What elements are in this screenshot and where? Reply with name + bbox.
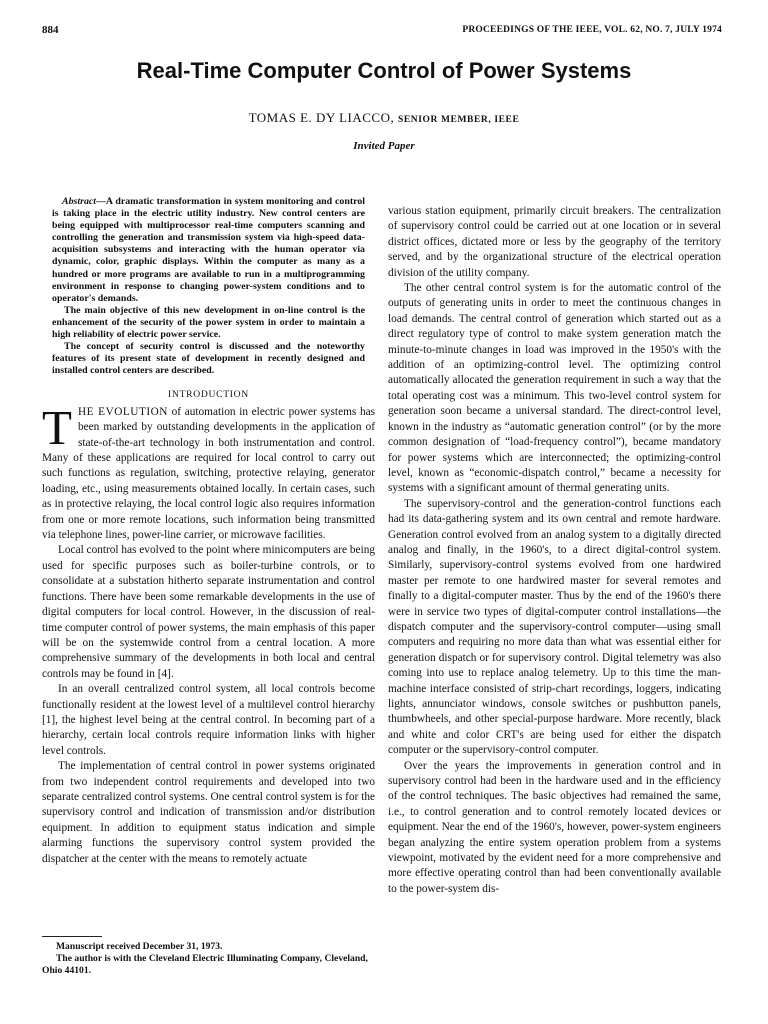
intro-paragraph-4: The implementation of central control in power systems originated from two independent control requirements and developed into two separate centralized control systems. One central control system is for the supervisory control and indication of transmission and/or distribution equipment. In addition to equipment status indication and simple alarming functions the supervisory control system provided the dispatcher at the center with the means to remotely actuate bbox=[42, 760, 375, 865]
abstract-label: Abstract bbox=[62, 196, 97, 207]
lead-words: HE EVOLUTION bbox=[77, 405, 168, 418]
intro-paragraph-1: THE EVOLUTION of automation in electric power systems has been marked by outstanding developments in the application of state-of-the-art technology in both instrumentation and control. Many of these applications are required for local control to carry out such functions as regulation, switching, protective relaying, generator loading, etc., using measurements obtained locally. In certain cases, such as in protective relaying, the local control logic also requires information from one or more remote locations, such information being transmitted via telephone lines, power-line carrier, or microwave facilities. bbox=[42, 399, 376, 542]
author-grade: SENIOR MEMBER, IEEE bbox=[397, 115, 520, 125]
footnote bbox=[42, 941, 375, 977]
right-paragraph-4: Over the years the improvements in generation control and in supervisory control had been in the hardware used and in the efficiency of the control techniques. The basic objectives had remained the same, i.e., to control generation and to control remotely located devices or equipment. Near the end of the 1960's, however, power-system engineers began analyzing the entire system operation problem from a systems viewpoint, motivated by the evident need for a more comprehensive and more effective operating control than had been conventionally available to the power-system dis- bbox=[388, 759, 721, 895]
abstract-paragraph-1: Abstract—A dramatic transformation in system monitoring and control is taking place in the electric utility industry. New control centers are being equipped with multiprocessor real-time computers scanning and controlling the generation and transmission system via high-speed data-acquisition subsystems and interacting with the human operator via dynamic, color, graphic displays. Within the computer as many as a hundred or more programs are available to run in a multiprogramming environment in response to changing power-system conditions and to operator's demands. bbox=[52, 196, 365, 304]
abstract-paragraph-3: The concept of security control is discussed and the noteworthy features of its present state of development in recently designed and installed control centers are described. bbox=[52, 341, 365, 377]
right-paragraph-1: various station equipment, primarily circuit breakers. The centralization of supervisory control could be carried out at one location or in several district offices, dictated more or less by the geography of the territory served, and by the organizational structure of the electrical operation division of the utility company. bbox=[388, 205, 721, 279]
left-column bbox=[42, 196, 375, 867]
author-line bbox=[0, 110, 768, 126]
section-heading-introduction: INTRODUCTION bbox=[168, 389, 249, 401]
footnote-line-1: Manuscript received December 31, 1973. bbox=[56, 941, 223, 952]
abstract-paragraph-2: The main objective of this new development in on-line control is the enhancement of the security of the power system in order to maintain a high reliability of electric power service. bbox=[52, 304, 365, 341]
footnote-divider bbox=[42, 936, 102, 937]
abstract bbox=[52, 196, 365, 377]
intro-paragraph-3: In an overall centralized control system, all local controls become functionally resident at the lowest level of a multilevel control hierarchy [1], the highest level being at the central control. In becoming part of a hierarchy, certain local controls require information links with higher level controls. bbox=[42, 683, 375, 757]
right-column bbox=[388, 204, 721, 897]
paper-type: Invited Paper bbox=[353, 140, 415, 152]
right-paragraph-2: The other central control system is for the automatic control of the outputs of generating units in order to meet the continuous changes in load demands. The central control of generation which started out as a direct regulatory type of control to make system generation match the minute-to-minute changes in load was improved in the 1950's with the addition of an optimizing-control level. The optimizing control automatically allocated the generation requirement in such a way that the total operating cost was a minimum. This two-level control system for generation soon became a universal standard. The direct-control level, known in the industry as “automatic generation control” (or by the more common designation of “load-frequency control”), became mandatory for power systems which are interconnected; the optimizing-control level, known as “economic-dispatch control,” became a necessity for systems with a significant amount of thermal generating units. bbox=[388, 282, 721, 495]
running-header: PROCEEDINGS OF THE IEEE, VOL. 62, NO. 7, JULY 1974 bbox=[462, 25, 722, 35]
page-number: 884 bbox=[42, 24, 59, 36]
footnote-line-2: The author is with the Cleveland Electric Illuminating Company, Cleveland, Ohio 44101. bbox=[42, 953, 368, 976]
author-name: TOMAS E. DY LIACCO, bbox=[248, 110, 395, 125]
drop-cap: T bbox=[42, 399, 72, 455]
right-paragraph-3: The supervisory-control and the generation-control functions each had its data-gathering system and its own central and remote hardware. Generation control evolved from an analog system to a digitally directed analog and finally, in the 1960's, to a direct digital-control system. Similarly, supervisory-control systems evolved from one hardwired master per remote to one hardwired master for several remotes and finally to a digital-computer master. Thus by the end of the 1960's there were in service two types of digital-computer control installations—the dispatch computer and the supervisory-control computer—using small computers and requiring no more data than what was essential either for generation dispatch or for supervisory control. Digital telemetry was also coming into use to replace analog telemetry. Up to this time the man-machine interface consisted of strip-chart recordings, loggers, indicating lights, annunciator windows, console switches or pushbutton panels, thumbwheels, and other special-purpose hardware. More recently, black and white and color CRT's are being used for either the dispatch computer or the supervisory-control computer. bbox=[388, 497, 721, 757]
paper-title: Real-Time Computer Control of Power Systems bbox=[136, 58, 632, 83]
intro-paragraph-2: Local control has evolved to the point where minicomputers are being used for specific purposes such as boiler-turbine controls, or to consolidate at a substation hitherto separate instrumentation and control functions. There have been some remarkable developments in the use of digital computers for local control. However, in the discussion of real-time computer control of power systems, the main emphasis of this paper will be on the systemwide control from a central location. A more comprehensive summary of the developments in both local and central controls may be found in [4]. bbox=[42, 544, 375, 680]
